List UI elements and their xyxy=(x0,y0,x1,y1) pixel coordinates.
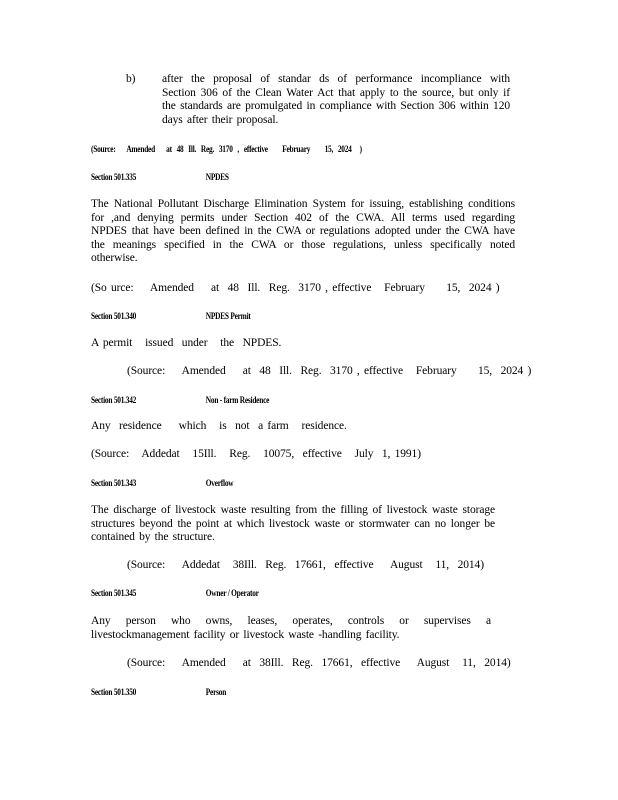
section-body: The discharge of livestock waste resulting from the filling of livestock waste storage structures beyond the point at which livestock waste or stormwater can no longer be contained by the structure. xyxy=(91,504,495,544)
source-citation: (Source: Addedat 15Ill. Reg. 10075, effective July 1, 1991) xyxy=(91,448,421,460)
section-title: NPDES xyxy=(205,172,229,182)
section-number: Section 501.340 xyxy=(91,311,137,321)
section-title: NPDES Permit xyxy=(205,311,251,321)
item-b-label: b) xyxy=(126,73,136,85)
section-number: Section 501.343 xyxy=(91,478,137,488)
section-heading xyxy=(91,687,226,697)
source-citation: (Source: Amended at 38Ill. Reg. 17661, effective August 11, 2014) xyxy=(127,657,511,669)
section-body: Any residence which is not a farm residence. xyxy=(91,420,347,432)
section-title: Overflow xyxy=(205,478,234,488)
section-heading xyxy=(91,395,269,405)
section-number: Section 501.342 xyxy=(91,395,137,405)
source-citation: (Source: Addedat 38Ill. Reg. 17661, effective August 11, 2014) xyxy=(127,559,484,571)
source-citation: (So urce: Amended at 48 Ill. Reg. 3170 , effective February 15, 2024 ) xyxy=(91,282,500,294)
section-body: A permit issued under the NPDES. xyxy=(91,337,282,349)
section-body: Any person who owns, leases, operates, controls or supervises a livestockmanagement facility or livestock waste -handling facility. xyxy=(91,615,491,641)
section-number: Section 501.350 xyxy=(91,687,137,697)
section-number: Section 501.335 xyxy=(91,172,137,182)
section-title: Non - farm Residence xyxy=(205,395,270,405)
section-heading xyxy=(91,588,259,598)
section-heading xyxy=(91,172,229,182)
section-title: Owner / Operator xyxy=(205,588,259,598)
section-body: The National Pollutant Discharge Elimination System for issuing, establishing conditions for ,and denying permits under Section 402 of the CWA. All terms used regarding NPDES that have been defined in the CWA or regulations adopted under the CWA have the meanings specified in the CWA or those regulations, unless specifically noted otherwise. xyxy=(91,198,515,265)
item-b-text: after the proposal of standar ds of performance incompliance with Section 306 of the Clean Water Act that apply to the source, but only if the standards are promulgated in compliance with Section 306 within 120 days after their proposal. xyxy=(162,73,510,126)
source-citation: (Source: Amended at 48 Ill. Reg. 3170 , effective February 15, 2024 ) xyxy=(91,144,362,154)
section-heading xyxy=(91,478,233,488)
section-title: Person xyxy=(205,687,227,697)
section-heading xyxy=(91,311,251,321)
section-number: Section 501.345 xyxy=(91,588,137,598)
source-citation: (Source: Amended at 48 Ill. Reg. 3170 , effective February 15, 2024 ) xyxy=(127,365,532,377)
